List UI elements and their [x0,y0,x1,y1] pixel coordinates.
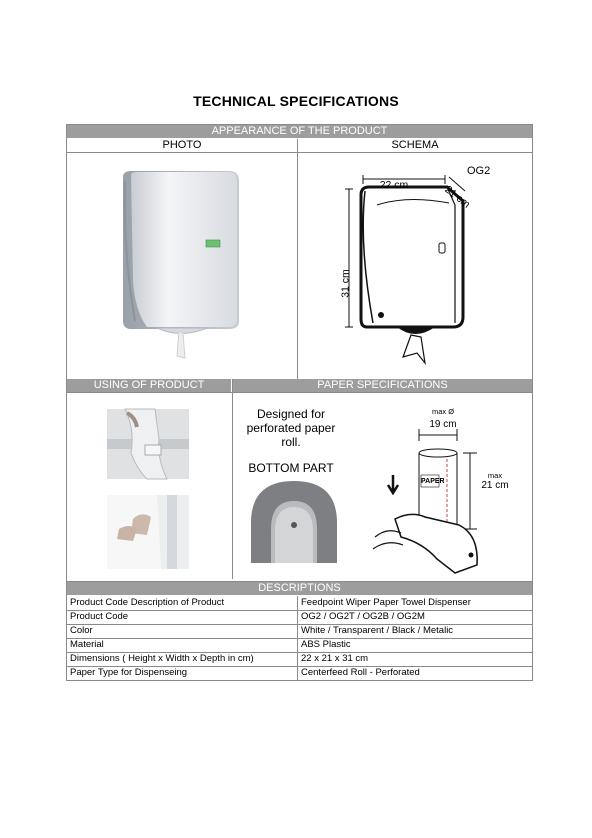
appearance-band: APPEARANCE OF THE PRODUCT [67,125,532,138]
usage-photo-top [107,409,189,479]
divider [297,139,298,379]
row-value: Centerfeed Roll - Perforated [301,667,420,678]
bottom-part-photo [247,479,341,565]
max-diameter-label: max Ø [431,407,455,416]
row-key: Dimensions ( Height x Width x Depth in cm) [70,653,254,664]
divider [67,680,532,681]
using-band: USING OF PRODUCT [67,379,231,392]
spec-sheet [66,124,533,681]
row-value: ABS Plastic [301,639,351,650]
schema-header: SCHEMA [391,139,439,151]
row-value: OG2 / OG2T / OG2B / OG2M [301,611,425,622]
paper-roll-label: PAPER [421,478,445,485]
photo-header: PHOTO [162,139,202,151]
row-key: Color [70,625,93,636]
depth-dimension: 21 cm [442,183,473,211]
bottom-part-label: BOTTOM PART [248,461,334,475]
row-key: Product Code [70,611,129,622]
perforated-note: Designed for perforated paper roll. [246,407,336,449]
usage-photo-bottom [107,495,189,569]
divider [297,596,298,680]
table-row [67,666,532,680]
divider [67,152,532,153]
width-dimension: 22 cm [379,179,409,191]
dispenser-photo [117,171,247,361]
table-row [67,652,532,666]
descriptions-band: DESCRIPTIONS [67,582,532,595]
divider [67,581,532,582]
divider [232,379,233,579]
height-dimension: 31 cm [339,269,352,298]
table-row [67,596,532,610]
table-row [67,610,532,624]
max-diameter-value: 19 cm [429,419,457,430]
row-key: Product Code Description of Product [70,597,225,608]
paper-roll-diagram [367,425,517,575]
page-title: TECHNICAL SPECIFICATIONS [193,93,399,109]
row-key: Paper Type for Dispenseing [70,667,188,678]
max-height-value: 21 cm [481,480,509,491]
row-value: Feedpoint Wiper Paper Towel Dispenser [301,597,471,608]
divider [67,392,532,393]
row-value: White / Transparent / Black / Metalic [301,625,454,636]
max-height-label: max [487,471,503,480]
table-row [67,624,532,638]
row-key: Material [70,639,104,650]
paper-spec-band: PAPER SPECIFICATIONS [233,379,532,392]
model-label: OG2 [467,165,491,177]
row-value: 22 x 21 x 31 cm [301,653,369,664]
table-row [67,638,532,652]
